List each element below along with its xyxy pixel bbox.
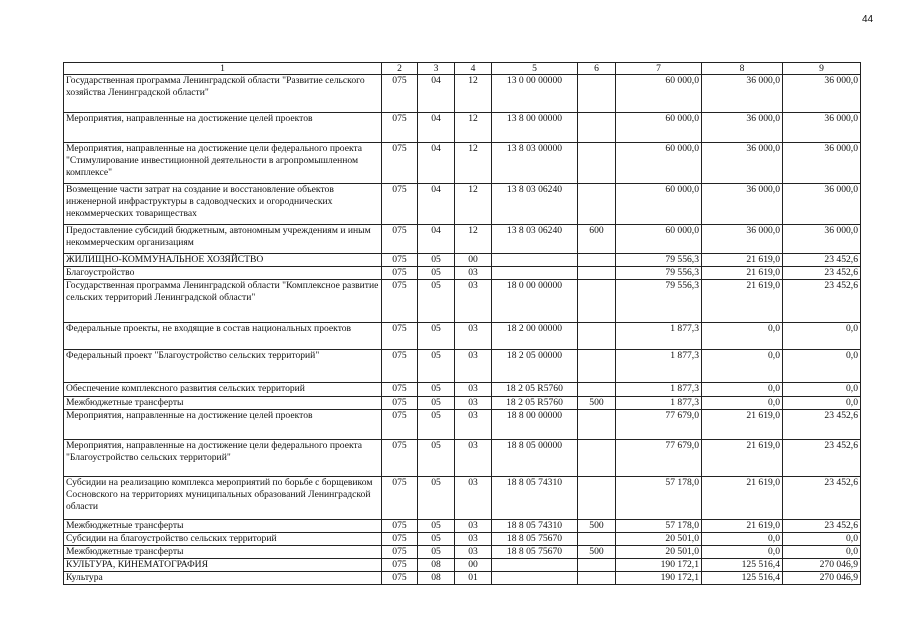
row-section-code: 08 xyxy=(418,559,455,572)
row-amount-col9: 0,0 xyxy=(783,323,861,350)
row-amount-col9: 270 046,9 xyxy=(783,572,861,585)
row-target-code: 18 8 05 75670 xyxy=(492,533,578,546)
row-amount-col7: 1 877,3 xyxy=(616,323,702,350)
row-subsection-code: 12 xyxy=(455,225,492,254)
row-amount-col8: 36 000,0 xyxy=(702,113,783,143)
row-amount-col8: 21 619,0 xyxy=(702,410,783,440)
header-col-3: 3 xyxy=(418,63,455,75)
table-row xyxy=(64,533,861,546)
row-section-code: 05 xyxy=(418,410,455,440)
table-row xyxy=(64,323,861,350)
row-expense-type: 600 xyxy=(578,225,616,254)
row-amount-col7: 77 679,0 xyxy=(616,440,702,477)
row-target-code: 18 0 00 00000 xyxy=(492,280,578,323)
row-amount-col9: 36 000,0 xyxy=(783,225,861,254)
table-row xyxy=(64,75,861,113)
row-amount-col7: 190 172,1 xyxy=(616,559,702,572)
row-expense-type xyxy=(578,383,616,397)
row-subsection-code: 03 xyxy=(455,350,492,383)
row-amount-col7: 60 000,0 xyxy=(616,113,702,143)
row-target-code: 13 8 03 06240 xyxy=(492,225,578,254)
table-row xyxy=(64,559,861,572)
row-subsection-code: 03 xyxy=(455,280,492,323)
row-amount-col8: 21 619,0 xyxy=(702,440,783,477)
row-target-code: 18 8 05 00000 xyxy=(492,440,578,477)
row-name: Мероприятия, направленные на достижение целей проектов xyxy=(64,410,382,440)
row-amount-col7: 20 501,0 xyxy=(616,546,702,559)
row-amount-col7: 79 556,3 xyxy=(616,254,702,267)
header-col-8: 8 xyxy=(702,63,783,75)
row-amount-col9: 36 000,0 xyxy=(783,184,861,225)
row-expense-type xyxy=(578,267,616,280)
row-name: Федеральные проекты, не входящие в состав национальных проектов xyxy=(64,323,382,350)
row-amount-col7: 20 501,0 xyxy=(616,533,702,546)
table-header xyxy=(64,63,861,75)
row-amount-col8: 21 619,0 xyxy=(702,520,783,533)
row-name: КУЛЬТУРА, КИНЕМАТОГРАФИЯ xyxy=(64,559,382,572)
row-target-code xyxy=(492,559,578,572)
row-expense-type xyxy=(578,113,616,143)
row-subsection-code: 12 xyxy=(455,113,492,143)
row-amount-col9: 23 452,6 xyxy=(783,267,861,280)
row-subsection-code: 03 xyxy=(455,267,492,280)
header-col-1: 1 xyxy=(64,63,382,75)
row-expense-type xyxy=(578,559,616,572)
row-name: ЖИЛИЩНО-КОММУНАЛЬНОЕ ХОЗЯЙСТВО xyxy=(64,254,382,267)
row-expense-type xyxy=(578,323,616,350)
row-amount-col9: 23 452,6 xyxy=(783,254,861,267)
row-subsection-code: 03 xyxy=(455,410,492,440)
row-subsection-code: 12 xyxy=(455,75,492,113)
row-amount-col9: 36 000,0 xyxy=(783,143,861,184)
row-admin-code: 075 xyxy=(382,410,418,440)
row-expense-type: 500 xyxy=(578,397,616,410)
row-admin-code: 075 xyxy=(382,559,418,572)
row-admin-code: 075 xyxy=(382,383,418,397)
row-amount-col9: 23 452,6 xyxy=(783,477,861,520)
row-subsection-code: 03 xyxy=(455,383,492,397)
row-amount-col9: 23 452,6 xyxy=(783,280,861,323)
row-amount-col9: 36 000,0 xyxy=(783,75,861,113)
row-section-code: 05 xyxy=(418,254,455,267)
row-admin-code: 075 xyxy=(382,323,418,350)
row-amount-col7: 1 877,3 xyxy=(616,383,702,397)
row-amount-col7: 57 178,0 xyxy=(616,520,702,533)
row-target-code: 13 0 00 00000 xyxy=(492,75,578,113)
row-name: Мероприятия, направленные на достижение цели федерального проекта "Благоустройство сельских территорий" xyxy=(64,440,382,477)
row-expense-type xyxy=(578,440,616,477)
row-name: Межбюджетные трансферты xyxy=(64,397,382,410)
row-admin-code: 075 xyxy=(382,350,418,383)
row-admin-code: 075 xyxy=(382,572,418,585)
row-amount-col8: 21 619,0 xyxy=(702,254,783,267)
row-amount-col9: 0,0 xyxy=(783,533,861,546)
row-target-code: 18 8 05 74310 xyxy=(492,477,578,520)
row-name: Обеспечение комплексного развития сельских территорий xyxy=(64,383,382,397)
row-admin-code: 075 xyxy=(382,113,418,143)
table-row xyxy=(64,410,861,440)
row-name: Межбюджетные трансферты xyxy=(64,546,382,559)
row-name: Возмещение части затрат на создание и восстановление объектов инженерной инфраструктуры в садоводческих и огороднических некоммерческих товариществах xyxy=(64,184,382,225)
row-name: Межбюджетные трансферты xyxy=(64,520,382,533)
row-expense-type xyxy=(578,254,616,267)
row-subsection-code: 00 xyxy=(455,254,492,267)
row-expense-type xyxy=(578,143,616,184)
page-number: 44 xyxy=(862,14,874,25)
row-section-code: 05 xyxy=(418,267,455,280)
row-expense-type: 500 xyxy=(578,546,616,559)
header-col-4: 4 xyxy=(455,63,492,75)
row-name: Федеральный проект "Благоустройство сельских территорий" xyxy=(64,350,382,383)
row-section-code: 05 xyxy=(418,477,455,520)
table-row xyxy=(64,520,861,533)
table-row xyxy=(64,280,861,323)
row-section-code: 08 xyxy=(418,572,455,585)
row-subsection-code: 12 xyxy=(455,143,492,184)
row-admin-code: 075 xyxy=(382,267,418,280)
row-target-code xyxy=(492,572,578,585)
row-target-code: 13 8 00 00000 xyxy=(492,113,578,143)
row-section-code: 05 xyxy=(418,546,455,559)
row-admin-code: 075 xyxy=(382,280,418,323)
row-name: Субсидии на реализацию комплекса мероприятий по борьбе с борщевиком Сосновского на территориях муниципальных образований Ленинградской области xyxy=(64,477,382,520)
row-section-code: 05 xyxy=(418,350,455,383)
row-target-code: 13 8 03 06240 xyxy=(492,184,578,225)
row-subsection-code: 00 xyxy=(455,559,492,572)
table-row xyxy=(64,440,861,477)
row-amount-col9: 270 046,9 xyxy=(783,559,861,572)
row-amount-col8: 0,0 xyxy=(702,546,783,559)
row-subsection-code: 03 xyxy=(455,477,492,520)
row-subsection-code: 12 xyxy=(455,184,492,225)
row-amount-col8: 36 000,0 xyxy=(702,75,783,113)
table-row xyxy=(64,383,861,397)
row-name: Мероприятия, направленные на достижение целей проектов xyxy=(64,113,382,143)
row-amount-col9: 23 452,6 xyxy=(783,440,861,477)
row-amount-col8: 0,0 xyxy=(702,397,783,410)
row-admin-code: 075 xyxy=(382,143,418,184)
row-expense-type xyxy=(578,350,616,383)
row-amount-col8: 125 516,4 xyxy=(702,559,783,572)
row-admin-code: 075 xyxy=(382,520,418,533)
row-name: Мероприятия, направленные на достижение цели федерального проекта "Стимулирование инвестиционной деятельности в агропромышленном комплексе" xyxy=(64,143,382,184)
row-name: Культура xyxy=(64,572,382,585)
row-amount-col8: 0,0 xyxy=(702,323,783,350)
row-amount-col9: 23 452,6 xyxy=(783,520,861,533)
row-target-code xyxy=(492,254,578,267)
row-section-code: 04 xyxy=(418,225,455,254)
row-expense-type xyxy=(578,184,616,225)
row-section-code: 05 xyxy=(418,383,455,397)
row-amount-col7: 57 178,0 xyxy=(616,477,702,520)
row-section-code: 04 xyxy=(418,113,455,143)
row-section-code: 05 xyxy=(418,533,455,546)
row-amount-col8: 36 000,0 xyxy=(702,143,783,184)
row-amount-col8: 36 000,0 xyxy=(702,225,783,254)
row-target-code: 18 2 00 00000 xyxy=(492,323,578,350)
row-amount-col7: 60 000,0 xyxy=(616,184,702,225)
row-target-code: 13 8 03 00000 xyxy=(492,143,578,184)
row-name: Благоустройство xyxy=(64,267,382,280)
row-name: Государственная программа Ленинградской области "Развитие сельского хозяйства Ленинградской области" xyxy=(64,75,382,113)
row-subsection-code: 03 xyxy=(455,397,492,410)
row-amount-col8: 0,0 xyxy=(702,350,783,383)
row-subsection-code: 01 xyxy=(455,572,492,585)
table-row xyxy=(64,113,861,143)
row-amount-col8: 125 516,4 xyxy=(702,572,783,585)
row-amount-col9: 23 452,6 xyxy=(783,410,861,440)
row-expense-type xyxy=(578,477,616,520)
table-row xyxy=(64,572,861,585)
row-name: Субсидии на благоустройство сельских территорий xyxy=(64,533,382,546)
row-target-code xyxy=(492,267,578,280)
row-admin-code: 075 xyxy=(382,225,418,254)
header-row xyxy=(64,63,861,75)
table-body xyxy=(64,75,861,585)
row-amount-col7: 60 000,0 xyxy=(616,75,702,113)
row-amount-col7: 60 000,0 xyxy=(616,225,702,254)
row-amount-col8: 21 619,0 xyxy=(702,267,783,280)
row-amount-col8: 21 619,0 xyxy=(702,280,783,323)
row-subsection-code: 03 xyxy=(455,533,492,546)
table-row xyxy=(64,546,861,559)
row-admin-code: 075 xyxy=(382,546,418,559)
header-col-6: 6 xyxy=(578,63,616,75)
row-target-code: 18 2 05 R5760 xyxy=(492,397,578,410)
row-amount-col7: 79 556,3 xyxy=(616,267,702,280)
table-row xyxy=(64,184,861,225)
row-expense-type xyxy=(578,533,616,546)
row-admin-code: 075 xyxy=(382,397,418,410)
row-amount-col7: 1 877,3 xyxy=(616,397,702,410)
row-section-code: 05 xyxy=(418,440,455,477)
table-row xyxy=(64,225,861,254)
row-section-code: 04 xyxy=(418,184,455,225)
row-name: Государственная программа Ленинградской области "Комплексное развитие сельских территорий Ленинградской области" xyxy=(64,280,382,323)
row-expense-type xyxy=(578,410,616,440)
row-target-code: 18 2 05 R5760 xyxy=(492,383,578,397)
row-admin-code: 075 xyxy=(382,254,418,267)
row-amount-col8: 0,0 xyxy=(702,383,783,397)
row-amount-col8: 0,0 xyxy=(702,533,783,546)
row-amount-col7: 77 679,0 xyxy=(616,410,702,440)
budget-table xyxy=(63,62,861,585)
row-expense-type: 500 xyxy=(578,520,616,533)
row-expense-type xyxy=(578,75,616,113)
row-subsection-code: 03 xyxy=(455,520,492,533)
header-col-9: 9 xyxy=(783,63,861,75)
row-amount-col9: 36 000,0 xyxy=(783,113,861,143)
row-amount-col7: 190 172,1 xyxy=(616,572,702,585)
row-amount-col9: 0,0 xyxy=(783,350,861,383)
row-target-code: 18 8 00 00000 xyxy=(492,410,578,440)
row-target-code: 18 8 05 75670 xyxy=(492,546,578,559)
row-section-code: 05 xyxy=(418,397,455,410)
row-expense-type xyxy=(578,572,616,585)
row-section-code: 04 xyxy=(418,143,455,184)
row-expense-type xyxy=(578,280,616,323)
table-row xyxy=(64,397,861,410)
row-subsection-code: 03 xyxy=(455,323,492,350)
row-admin-code: 075 xyxy=(382,533,418,546)
row-amount-col7: 60 000,0 xyxy=(616,143,702,184)
row-subsection-code: 03 xyxy=(455,440,492,477)
row-section-code: 05 xyxy=(418,280,455,323)
table-row xyxy=(64,267,861,280)
table-row xyxy=(64,143,861,184)
row-section-code: 05 xyxy=(418,323,455,350)
row-amount-col8: 21 619,0 xyxy=(702,477,783,520)
row-amount-col9: 0,0 xyxy=(783,383,861,397)
row-admin-code: 075 xyxy=(382,477,418,520)
row-admin-code: 075 xyxy=(382,440,418,477)
row-section-code: 05 xyxy=(418,520,455,533)
row-admin-code: 075 xyxy=(382,75,418,113)
row-subsection-code: 03 xyxy=(455,546,492,559)
row-amount-col9: 0,0 xyxy=(783,546,861,559)
header-col-7: 7 xyxy=(616,63,702,75)
header-col-5: 5 xyxy=(492,63,578,75)
row-amount-col8: 36 000,0 xyxy=(702,184,783,225)
table-row xyxy=(64,254,861,267)
row-amount-col7: 79 556,3 xyxy=(616,280,702,323)
header-col-2: 2 xyxy=(382,63,418,75)
row-target-code: 18 2 05 00000 xyxy=(492,350,578,383)
row-section-code: 04 xyxy=(418,75,455,113)
row-target-code: 18 8 05 74310 xyxy=(492,520,578,533)
row-amount-col7: 1 877,3 xyxy=(616,350,702,383)
row-name: Предоставление субсидий бюджетным, автономным учреждениям и иным некоммерческим организациям xyxy=(64,225,382,254)
row-admin-code: 075 xyxy=(382,184,418,225)
table-row xyxy=(64,350,861,383)
table-row xyxy=(64,477,861,520)
row-amount-col9: 0,0 xyxy=(783,397,861,410)
